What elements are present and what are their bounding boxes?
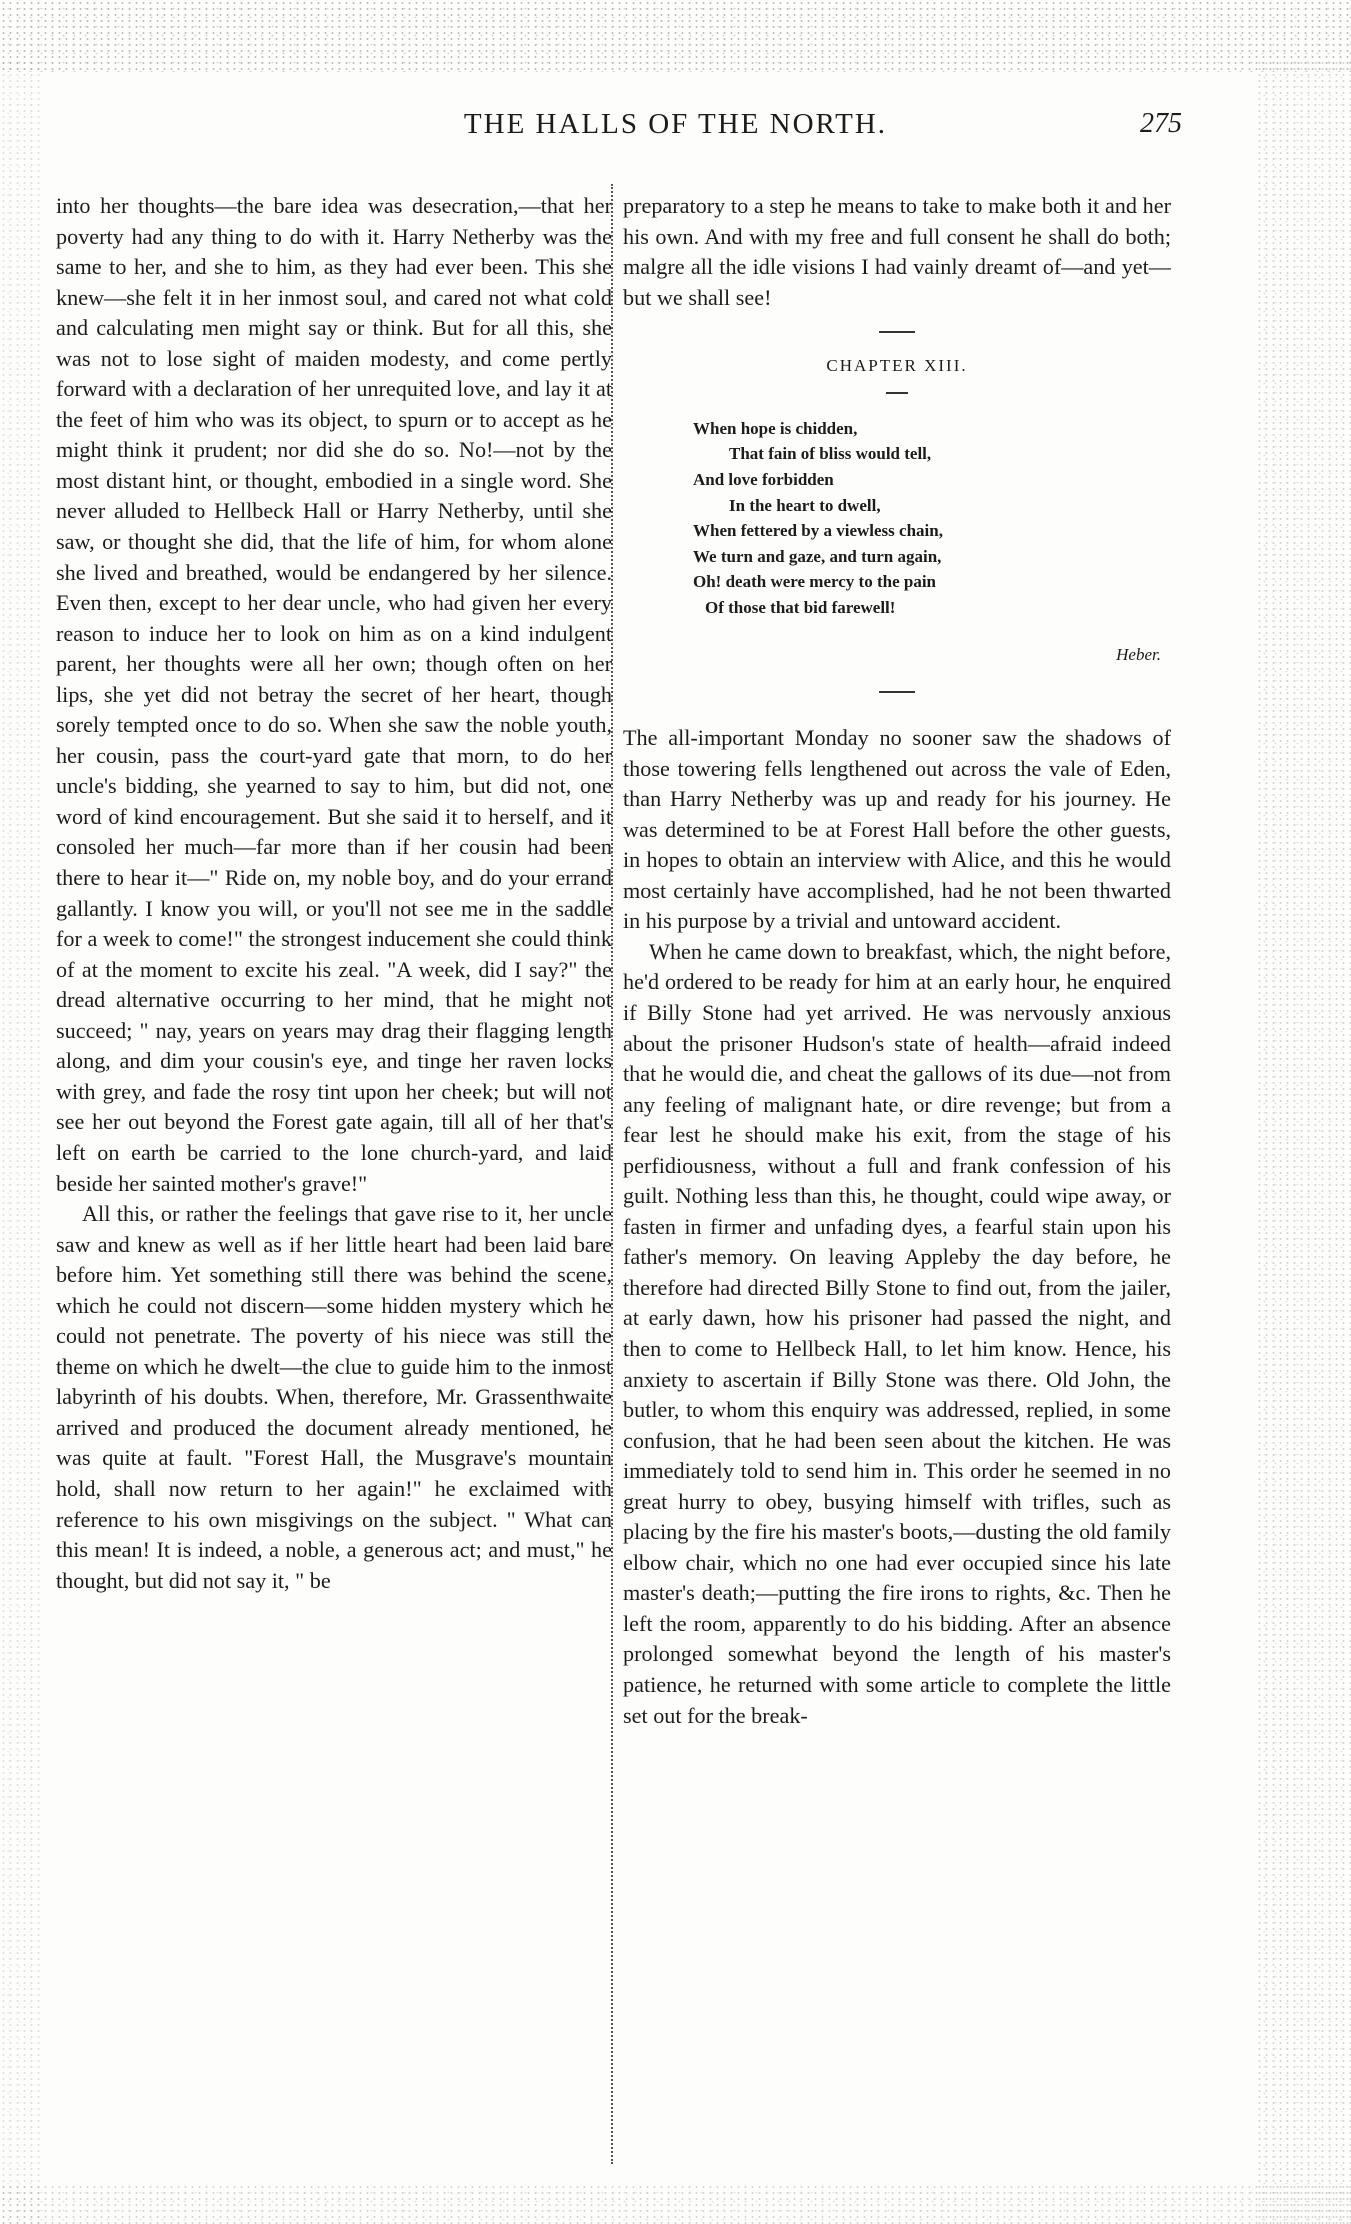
epigraph-line: Oh! death were mercy to the pain: [693, 572, 937, 592]
scan-noise-top: [0, 0, 1351, 72]
epigraph-line: We turn and gaze, and turn again,: [693, 546, 942, 566]
paragraph: The all-important Monday no sooner saw the shadows of those towering fells lengthened out across the vale of Eden, than Harry Netherby was up and ready for his journey. He was determined to be at Forest Hall before the other guests, in hopes to obtain an interview with Alice, and this he would most certainly have accomplished, had he not been thwarted in his purpose by a trivial and untoward accident.: [623, 725, 1171, 934]
section-rule: [886, 392, 908, 394]
epigraph: [693, 416, 1171, 621]
epigraph-author: Heber.: [1116, 645, 1161, 665]
paragraph: When he came down to breakfast, which, the night before, he'd ordered to be ready for him at an early hour, he enquired if Billy Stone had yet arrived. He was nervously anxious about the prisoner Hudson's state of health—afraid indeed that he would die, and cheat the gallows of its due—not from any feeling of malignant hate, or dire revenge; but from a fear lest he should make his exit, from the stage of his perfidiousness, without a full and frank confession of his guilt. Nothing less than this, he thought, could wipe away, or fasten in firmer and unfading dyes, a fearful stain upon his father's memory. On leaving Appleby the day before, he therefore had directed Billy Stone to find out, from the jailer, at early dawn, how his prisoner had passed the night, and then to come to Hellbeck Hall, to let him know. Hence, his anxiety to ascertain if Billy Stone was there. Old John, the butler, to whom this enquiry was addressed, replied, in some confusion, that he had been seen about the kitchen. He was immediately told to send him in. This order he seemed in no great hurry to obey, busying himself with trifles, such as placing by the fire his master's boots,—dusting the old family elbow chair, which no one had ever occupied since his late master's death;—putting the fire irons to rights, &c. Then he left the room, apparently to do his bidding. After an absence prolonged somewhat beyond the length of his master's patience, he returned with some article to complete the little set out for the break-: [623, 938, 1171, 1728]
left-column: [56, 191, 612, 1596]
epigraph-line: That fain of bliss would tell,: [729, 444, 932, 464]
right-column: [623, 191, 1171, 1731]
scan-noise-left: [0, 60, 40, 2224]
epigraph-line: Of those that bid farewell!: [705, 597, 896, 617]
page-header: [0, 108, 1351, 148]
paragraph: preparatory to a step he means to take to make both it and her his own. And with my free and full consent he shall do both; malgre all the idle visions I had vainly dreamt of—and yet—but we shall see!: [623, 193, 1171, 310]
paragraph: into her thoughts—the bare idea was desecration,—that her poverty had any thing to do with it. Harry Netherby was the same to her, and she to him, as they had ever been. This she knew—she felt it in her inmost soul, and cared not what cold and calculating men might say or think. But for all this, she was not to lose sight of maiden modesty, and come pertly forward with a declaration of her unrequited love, and lay it at the feet of him who was its object, to spurn or to accept as he might think it prudent; nor did she do so. No!—not by the most distant hint, or thought, embodied in a single word. She never alluded to Hellbeck Hall or Harry Netherby, until she saw, or thought she did, that the life of him, for whom alone she lived and breathed, would be endangered by her silence. Even then, except to her dear uncle, who had given her every reason to induce her to look on him as on a kind indulgent parent, her thoughts were all her own; though often on her lips, she yet did not betray the secret of her heart, though sorely tempted once to do so. When she saw the noble youth, her cousin, pass the court-yard gate that morn, to do her uncle's bidding, she yearned to say to him, but did not, one word of kind encouragement. But she said it to herself, and it consoled her much—far more than if her cousin had been there to hear it—" Ride on, my noble boy, and do your errand gallantly. I know you will, or you'll not see me in the saddle for a week to come!" the strongest inducement she could think of at the moment to excite his zeal. "A week, did I say?" the dread alternative occurring to her mind, that he might not succeed; " nay, years on years may drag their flagging length along, and dim your cousin's eye, and tinge her raven locks with grey, and fade the rosy tint upon her cheek; but will not see her out beyond the Forest gate again, till all of her that's left on earth be carried to the lone church-yard, and laid beside her sainted mother's grave!": [56, 193, 612, 1196]
scan-noise-right: [1256, 60, 1351, 2224]
epigraph-line: And love forbidden: [693, 469, 834, 489]
running-title: THE HALLS OF THE NORTH.: [463, 108, 888, 140]
section-rule: [879, 691, 915, 693]
epigraph-line: In the heart to dwell,: [729, 495, 881, 515]
section-rule: [879, 331, 915, 333]
chapter-body: [623, 723, 1171, 1731]
page-number: 275: [1140, 108, 1182, 139]
chapter-heading: CHAPTER XIII.: [826, 356, 968, 376]
column-divider: [611, 184, 613, 2164]
epigraph-line: When hope is chidden,: [693, 418, 858, 438]
epigraph-line: When fettered by a viewless chain,: [693, 521, 943, 541]
scan-noise-bottom: [0, 2184, 1351, 2224]
paragraph: All this, or rather the feelings that gave rise to it, her uncle saw and knew as well as if her little heart had been laid bare before him. Yet something still there was behind the scene, which he could not discern—some hidden mystery which he could not penetrate. The poverty of his niece was still the theme on which he dwelt—the clue to guide him to the inmost labyrinth of his doubts. When, therefore, Mr. Grassenthwaite arrived and produced the document already mentioned, he was quite at fault. "Forest Hall, the Musgrave's mountain hold, shall now return to her again!" he exclaimed with reference to his own misgivings on the subject. " What can this mean! It is indeed, a noble, a generous act; and must," he thought, but did not say it, " be: [56, 1201, 612, 1593]
